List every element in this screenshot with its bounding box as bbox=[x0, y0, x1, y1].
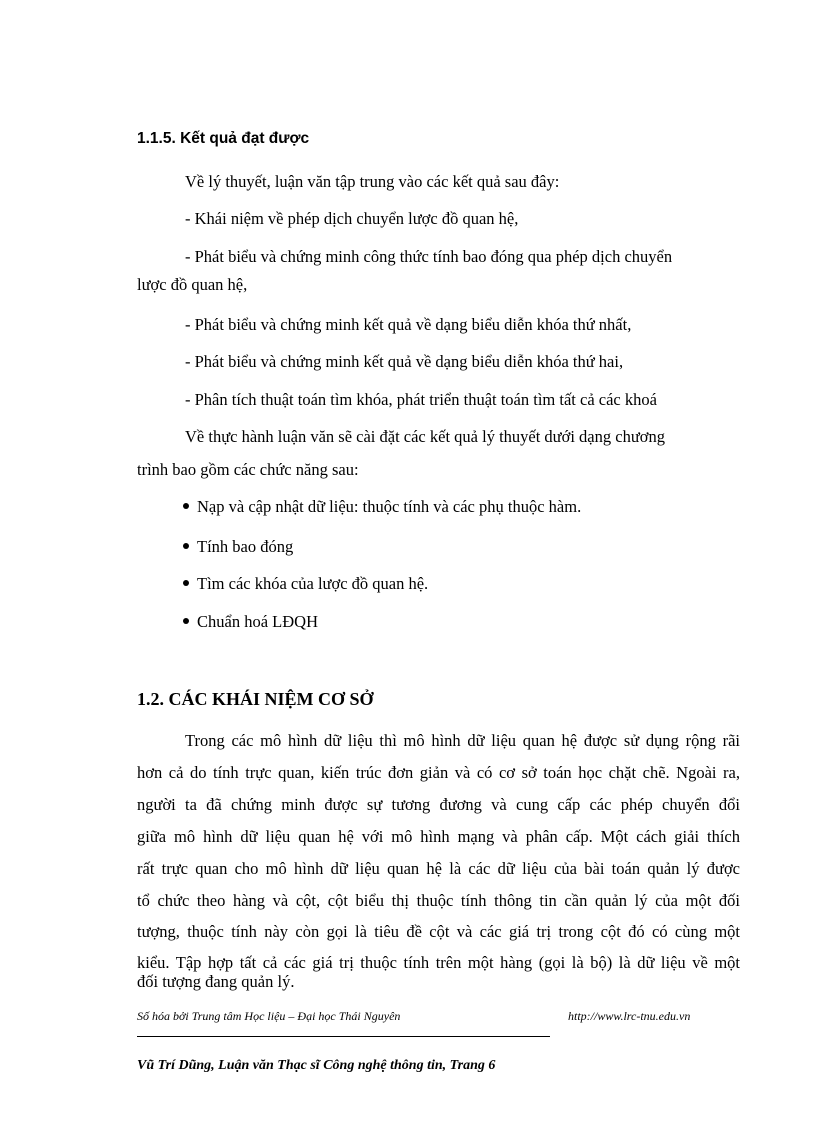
paragraph-line: Trong các mô hình dữ liệu thì mô hình dữ liệu quan hệ được sử dụng rộng rãi bbox=[185, 731, 740, 750]
result-item-continuation: lược đồ quan hệ, bbox=[137, 275, 248, 294]
result-item: - Khái niệm về phép dịch chuyển lược đồ quan hệ, bbox=[185, 209, 519, 228]
paragraph-line: tổ chức theo hàng và cột, cột biểu thị thuộc tính thông tin cần quản lý của một đối bbox=[137, 891, 740, 910]
paragraph-line: kiểu. Tập hợp tất cả các giá trị thuộc tính trên một hàng (gọi là bộ) là dữ liệu về một bbox=[137, 953, 740, 972]
paragraph-line: rất trực quan cho mô hình dữ liệu quan hệ là các dữ liệu của bài toán quản lý được bbox=[137, 859, 740, 878]
paragraph-line: hơn cả do tính trực quan, kiến trúc đơn giản và có cơ sở toán học chặt chẽ. Ngoài ra, bbox=[137, 763, 740, 782]
feature-bullet-text: Tính bao đóng bbox=[197, 537, 294, 556]
paragraph-line: người ta đã chứng minh được sự tương đương và cung cấp các phép chuyển đổi bbox=[137, 795, 740, 814]
bullet-dot-icon bbox=[183, 580, 189, 586]
result-item: - Phát biểu và chứng minh kết quả về dạng biểu diễn khóa thứ hai, bbox=[185, 352, 624, 371]
footer-author-line: Vũ Trí Dũng, Luận văn Thạc sĩ Công nghệ thông tin, Trang 6 bbox=[137, 1058, 496, 1073]
section-heading-1-1-5: 1.1.5. Kết quả đạt được bbox=[137, 130, 310, 147]
feature-bullet-text: Chuẩn hoá LĐQH bbox=[197, 612, 318, 631]
bullet-dot-icon bbox=[183, 503, 189, 509]
bullet-dot-icon bbox=[183, 543, 189, 549]
feature-bullet bbox=[183, 537, 293, 557]
feature-bullet-text: Tìm các khóa của lược đồ quan hệ. bbox=[197, 574, 429, 593]
paragraph-line: giữa mô hình dữ liệu quan hệ với mô hình mạng và phân cấp. Một cách giải thích bbox=[137, 827, 740, 846]
feature-bullet bbox=[183, 497, 581, 517]
feature-bullet-text: Nạp và cập nhật dữ liệu: thuộc tính và các phụ thuộc hàm. bbox=[197, 497, 582, 516]
footer-digitized-note: Số hóa bởi Trung tâm Học liệu – Đại học Thái Nguyên bbox=[137, 1009, 401, 1023]
result-item: - Phân tích thuật toán tìm khóa, phát triển thuật toán tìm tất cả các khoá bbox=[185, 390, 657, 409]
feature-bullet bbox=[183, 574, 428, 594]
result-item: - Phát biểu và chứng minh công thức tính bao đóng qua phép dịch chuyển bbox=[185, 247, 673, 266]
theory-intro: Về lý thuyết, luận văn tập trung vào các kết quả sau đây: bbox=[185, 172, 560, 191]
section-heading-1-2: 1.2. CÁC KHÁI NIỆM CƠ SỞ bbox=[137, 689, 374, 709]
footer-url: http://www.lrc-tnu.edu.vn bbox=[568, 1009, 691, 1023]
paragraph-line: tượng, thuộc tính này còn gọi là tiêu đề cột và các giá trị trong cột đó có cùng một bbox=[137, 922, 740, 941]
feature-bullet bbox=[183, 612, 318, 632]
practice-intro-line: trình bao gồm các chức năng sau: bbox=[137, 460, 359, 479]
result-item: - Phát biểu và chứng minh kết quả về dạng biểu diễn khóa thứ nhất, bbox=[185, 315, 632, 334]
paragraph-line-last: đối tượng đang quản lý. bbox=[137, 972, 295, 991]
footer-divider bbox=[137, 1036, 550, 1037]
bullet-dot-icon bbox=[183, 618, 189, 624]
practice-intro-line: Về thực hành luận văn sẽ cài đặt các kết quả lý thuyết dưới dạng chương bbox=[185, 427, 665, 446]
